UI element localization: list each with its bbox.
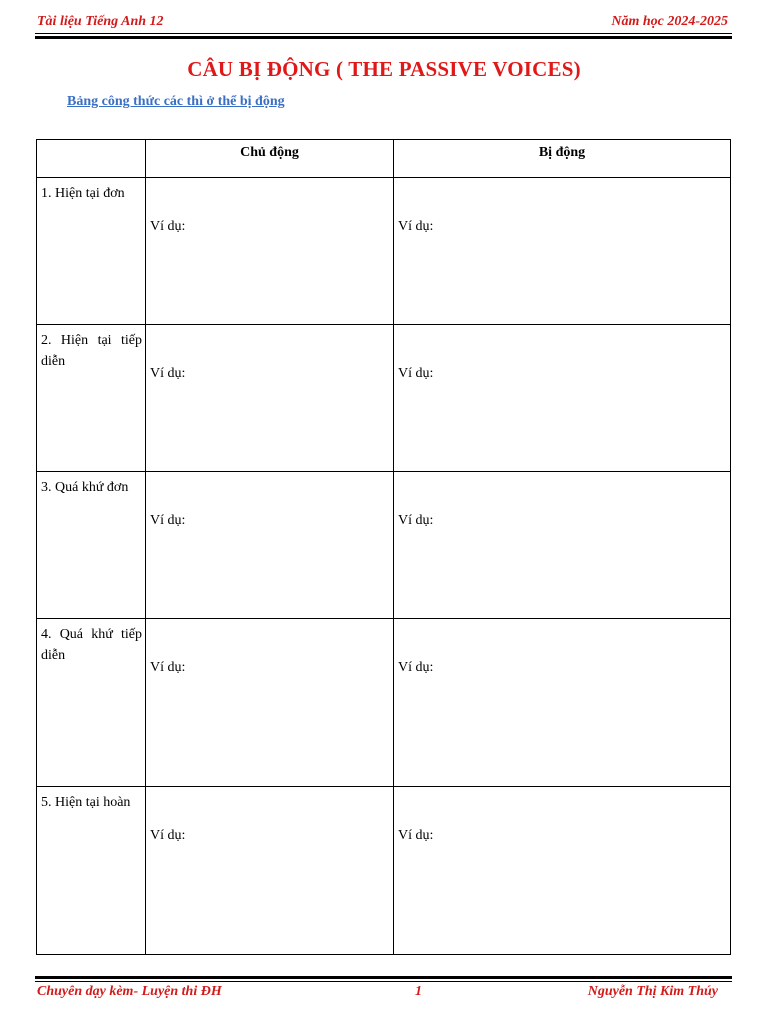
footer-rule-thick bbox=[35, 976, 732, 979]
page-header bbox=[35, 14, 732, 34]
table-row bbox=[37, 619, 731, 787]
header-rule-thin bbox=[35, 33, 732, 34]
table-row bbox=[37, 472, 731, 619]
active-example-cell: Ví dụ: bbox=[146, 178, 394, 325]
footer-author: Nguyễn Thị Kim Thúy bbox=[587, 984, 718, 999]
tense-cell: 2. Hiện tại tiếp diễn bbox=[37, 325, 146, 472]
page-footer bbox=[35, 984, 732, 1004]
active-example-cell: Ví dụ: bbox=[146, 472, 394, 619]
header-document-title: Tài liệu Tiếng Anh 12 bbox=[37, 14, 164, 29]
passive-example-cell: Ví dụ: bbox=[394, 325, 731, 472]
passive-example-cell: Ví dụ: bbox=[394, 178, 731, 325]
passive-example-cell: Ví dụ: bbox=[394, 787, 731, 955]
passive-voice-table bbox=[36, 139, 731, 955]
section-subtitle: Bảng công thức các thì ở thể bị động bbox=[67, 94, 285, 109]
page-title: CÂU BỊ ĐỘNG ( THE PASSIVE VOICES) bbox=[187, 57, 581, 81]
active-example-cell: Ví dụ: bbox=[146, 787, 394, 955]
tense-cell: 3. Quá khứ đơn bbox=[37, 472, 146, 619]
tense-cell: 4. Quá khứ tiếp diễn bbox=[37, 619, 146, 787]
table-row bbox=[37, 178, 731, 325]
footer-tagline: Chuyên dạy kèm- Luyện thi ĐH bbox=[37, 984, 222, 999]
header-rule-thick bbox=[35, 36, 732, 39]
page-number: 1 bbox=[415, 984, 422, 999]
table-header-tense bbox=[37, 140, 146, 178]
header-school-year: Năm học 2024-2025 bbox=[611, 14, 728, 29]
footer-rule-thin bbox=[35, 981, 732, 982]
table-header-passive: Bị động bbox=[394, 140, 731, 178]
tense-cell: 5. Hiện tại hoàn bbox=[37, 787, 146, 955]
table-row bbox=[37, 787, 731, 955]
active-example-cell: Ví dụ: bbox=[146, 619, 394, 787]
tense-cell: 1. Hiện tại đơn bbox=[37, 178, 146, 325]
table-header-active: Chủ động bbox=[146, 140, 394, 178]
table-row bbox=[37, 325, 731, 472]
active-example-cell: Ví dụ: bbox=[146, 325, 394, 472]
passive-example-cell: Ví dụ: bbox=[394, 619, 731, 787]
table-header-row bbox=[37, 140, 731, 178]
passive-example-cell: Ví dụ: bbox=[394, 472, 731, 619]
